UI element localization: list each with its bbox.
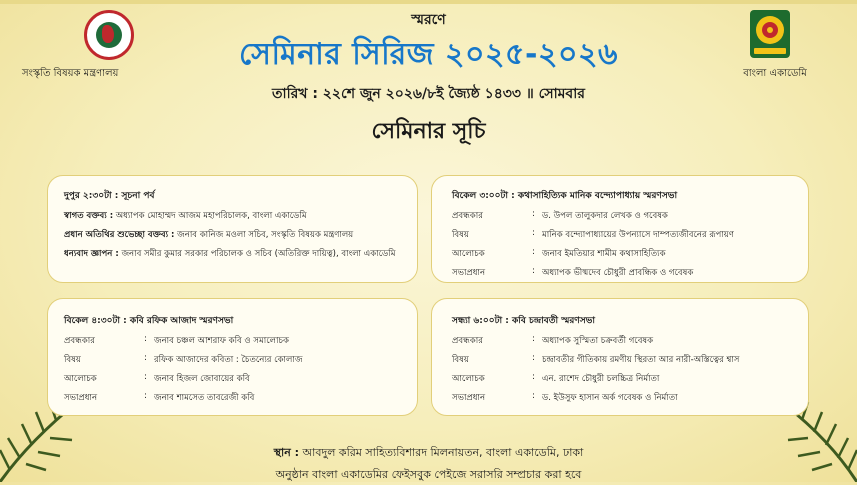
academy-caption: বাংলা একাডেমি <box>743 68 807 79</box>
session-row: সভাপ্রধান : ড. ইউসুফ হাসান অর্ক গবেষক ও নির্মাতা <box>452 391 678 403</box>
session-heading: বিকেল ৪:৩০টা : কবি রফিক আজাদ স্মরণসভা <box>64 316 234 326</box>
page-title: সেমিনার সিরিজ ২০২৫-২০২৬ <box>238 37 618 72</box>
session-heading: সন্ধ্যা ৬:০০টা : কবি চন্দ্রাবতী স্মরণসভা <box>452 316 596 326</box>
session-row: আলোচক : জনাব ইমতিয়ার শামীম কথাসাহিত্যিক <box>452 247 666 259</box>
session-heading: বিকেল ৩:০০টা : কথাসাহিত্যিক মানিক বন্দ্যোপাধ্যায় স্মরণসভা <box>452 191 678 201</box>
session-card-manik <box>431 175 809 283</box>
session-row: প্রবন্ধকার : জনাব চঞ্চল আশরাফ কবি ও সমালোচক <box>64 334 289 346</box>
session-row: বিষয় : রফিক আজাদের কবিতা : চৈতন্যের কোলাজ <box>64 353 303 365</box>
schedule-heading: সেমিনার সূচি <box>371 119 486 144</box>
session-row: ধন্যবাদ জ্ঞাপন : জনাব সমীর কুমার সরকার পরিচালক ও সচিব (অতিরিক্ত দায়িত্ব), বাংলা একাডেমি <box>64 249 396 259</box>
venue-line: স্থান : আবদুল করিম সাহিত্যবিশারদ মিলনায়তন, বাংলা একাডেমি, ঢাকা <box>273 446 584 459</box>
session-row: সভাপ্রধান : জনাব শামসেত তাবরেজী কবি <box>64 391 255 403</box>
broadcast-note: অনুষ্ঠান বাংলা একাডেমির ফেইসবুক পেইজে সরাসরি সম্প্রচার করা হবে <box>275 468 582 481</box>
session-row: প্রবন্ধকার : ড. উপল তালুকদার লেখক ও গবেষক <box>452 209 668 221</box>
session-row: প্রবন্ধকার : অধ্যাপক সুস্মিতা চক্রবর্তী গবেষক <box>452 334 654 346</box>
smarane-heading: স্মরণে <box>411 12 446 28</box>
session-row: স্বাগত বক্তব্য : অধ্যাপক মোহাম্মদ আজম মহাপরিচালক, বাংলা একাডেমি <box>64 211 307 221</box>
session-row: আলোচক : জনাব হিজল জোবায়ের কবি <box>64 372 250 384</box>
session-heading: দুপুর ২:৩০টা : সূচনা পর্ব <box>64 191 155 201</box>
session-row: বিষয় : মানিক বন্দ্যোপাধ্যায়ের উপন্যাসে দাম্পত্যজীবনের রূপায়ণ <box>452 228 734 240</box>
session-card-opening <box>47 175 418 283</box>
session-row: সভাপ্রধান : অধ্যাপক ভীষ্মদেব চৌধুরী প্রাবন্ধিক ও গবেষক <box>452 266 694 278</box>
session-row: প্রধান অতিথির শুভেচ্ছা বক্তব্য : জনাব কানিজ মওলা সচিব, সংস্কৃতি বিষয়ক মন্ত্রণালয় <box>64 230 354 240</box>
session-card-chandrabati <box>431 298 809 416</box>
session-row: আলোচক : এন. রাশেদ চৌধুরী চলচ্চিত্র নির্মাতা <box>452 372 660 384</box>
ministry-caption: সংস্কৃতি বিষয়ক মন্ত্রণালয় <box>22 68 119 79</box>
date-line: তারিখ : ২২শে জুন ২০২৬/৮ই জ্যৈষ্ঠ ১৪৩৩ ॥ সোমবার <box>272 86 585 102</box>
session-row: বিষয় : চন্দ্রাবতীর গীতিকায় রমণীয় স্থিরতা আর নারী-অস্তিত্বের শ্বাস <box>452 353 740 365</box>
top-border <box>0 0 857 4</box>
session-card-rafiq <box>47 298 418 416</box>
